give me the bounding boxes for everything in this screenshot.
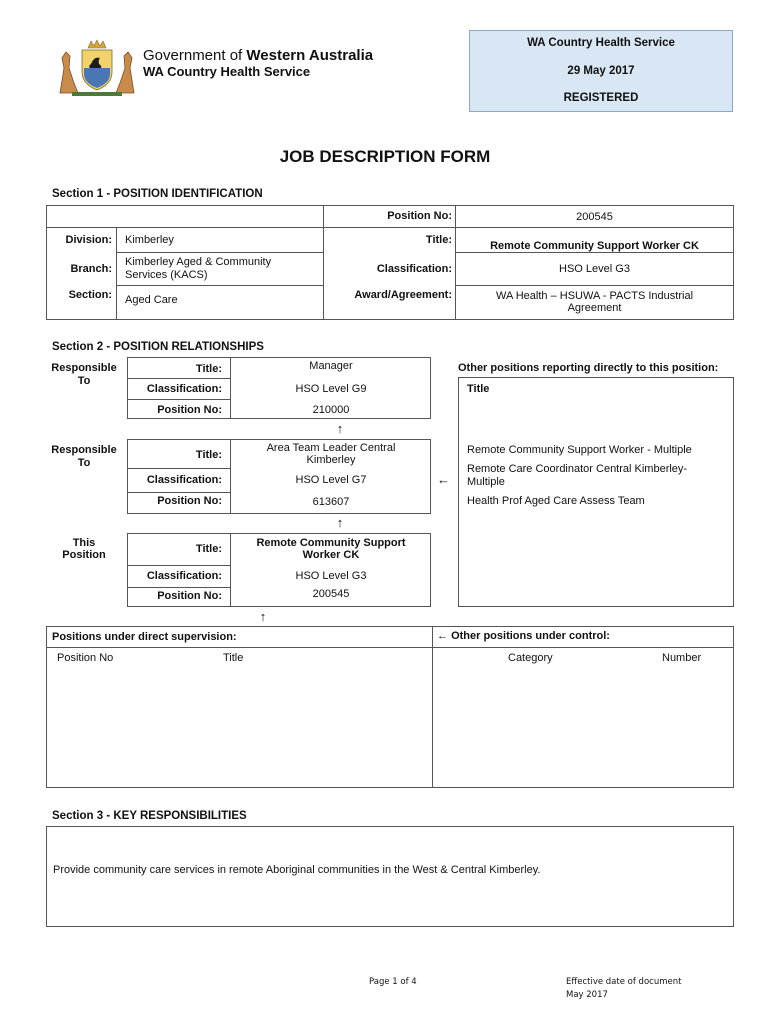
division-value: Kimberley bbox=[125, 234, 174, 246]
section-label: Section: bbox=[68, 289, 112, 301]
this-classification-value: HSO Level G3 bbox=[295, 570, 367, 582]
row-divider bbox=[127, 468, 231, 469]
supervision-col-title: Title bbox=[223, 652, 244, 664]
classification-label: Classification: bbox=[376, 263, 452, 275]
this-title-label: Title: bbox=[195, 543, 222, 555]
row-divider bbox=[127, 399, 231, 400]
this-position-no-label: Position No: bbox=[157, 590, 222, 602]
award-value-line2: Agreement bbox=[567, 302, 622, 314]
government-name: Government of Western Australia bbox=[143, 47, 374, 64]
row-divider bbox=[127, 378, 231, 379]
col-divider bbox=[116, 227, 117, 320]
page-number: Page 1 of 4 bbox=[369, 977, 417, 987]
list-item: Multiple bbox=[467, 476, 505, 488]
resp2-title-value-line2: Kimberley bbox=[306, 454, 356, 466]
form-title: JOB DESCRIPTION FORM bbox=[279, 147, 491, 166]
stamp-date: 29 May 2017 bbox=[567, 65, 635, 77]
this-position-label-1: This bbox=[72, 537, 96, 549]
this-title-value-line2: Worker CK bbox=[302, 549, 360, 561]
row-divider bbox=[116, 285, 323, 286]
row-divider bbox=[127, 565, 231, 566]
effective-date-label: Effective date of document bbox=[566, 977, 682, 987]
resp1-position-no-label: Position No: bbox=[157, 404, 222, 416]
section-value: Aged Care bbox=[125, 294, 178, 306]
row-divider bbox=[455, 252, 734, 253]
resp2-classification-value: HSO Level G7 bbox=[295, 474, 367, 486]
row-divider bbox=[127, 587, 231, 588]
resp2-position-no-label: Position No: bbox=[157, 495, 222, 507]
row-divider bbox=[46, 227, 734, 228]
title-label: Title: bbox=[425, 234, 452, 246]
control-col-category: Category bbox=[508, 652, 553, 664]
other-positions-heading: Other positions reporting directly to this position: bbox=[458, 362, 719, 374]
classification-value: HSO Level G3 bbox=[559, 263, 630, 275]
branch-value-line1: Kimberley Aged & Community bbox=[125, 256, 272, 268]
this-title-value-line1: Remote Community Support bbox=[256, 537, 406, 549]
control-col-number: Number bbox=[662, 652, 702, 664]
resp2-title-value-line1: Area Team Leader Central bbox=[266, 442, 396, 454]
key-responsibilities-box bbox=[46, 826, 734, 927]
list-item: Health Prof Aged Care Assess Team bbox=[467, 495, 645, 507]
section1-heading: Section 1 - POSITION IDENTIFICATION bbox=[52, 188, 263, 200]
effective-date-value: May 2017 bbox=[566, 990, 608, 1000]
arrow-up-icon: ↑ bbox=[336, 515, 344, 530]
control-heading-text: Other positions under control: bbox=[451, 630, 610, 642]
registration-stamp bbox=[469, 30, 733, 112]
this-classification-label: Classification: bbox=[146, 570, 222, 582]
section2-heading: Section 2 - POSITION RELATIONSHIPS bbox=[52, 341, 264, 353]
branch-label: Branch: bbox=[70, 263, 112, 275]
responsible-to-label-2: To bbox=[77, 375, 91, 387]
position-no-value: 200545 bbox=[576, 211, 613, 223]
resp1-title-label: Title: bbox=[195, 363, 222, 375]
control-heading bbox=[437, 630, 610, 642]
resp2-title-label: Title: bbox=[195, 449, 222, 461]
resp1-title-value: Manager bbox=[309, 360, 353, 372]
row-divider bbox=[455, 285, 734, 286]
section3-heading: Section 3 - KEY RESPONSIBILITIES bbox=[52, 810, 247, 822]
this-position-no-value: 200545 bbox=[312, 588, 350, 600]
stamp-status: REGISTERED bbox=[563, 92, 639, 104]
arrow-up-icon: ↑ bbox=[259, 609, 267, 624]
responsible-to-label-1: Responsible bbox=[51, 362, 117, 374]
title-value: Remote Community Support Worker CK bbox=[490, 240, 699, 252]
responsible-to-label-1: Responsible bbox=[51, 444, 117, 456]
other-positions-title-header: Title bbox=[467, 383, 490, 395]
row-divider bbox=[46, 647, 734, 648]
row-divider bbox=[127, 492, 231, 493]
arrow-left-icon: ← bbox=[437, 472, 450, 487]
branch-value-line2: Services (KACS) bbox=[125, 269, 208, 281]
col-divider bbox=[432, 626, 433, 788]
supervision-col-position-no: Position No bbox=[57, 652, 114, 664]
award-label: Award/Agreement: bbox=[354, 289, 452, 301]
other-positions-box bbox=[458, 377, 734, 607]
col-divider bbox=[323, 205, 324, 320]
arrow-up-icon: ↑ bbox=[336, 421, 344, 436]
resp2-position-no-value: 613607 bbox=[312, 496, 350, 508]
resp1-classification-value: HSO Level G9 bbox=[295, 383, 367, 395]
list-item: Remote Care Coordinator Central Kimberley- bbox=[467, 463, 688, 475]
service-name: WA Country Health Service bbox=[143, 64, 311, 79]
position-no-label: Position No: bbox=[387, 210, 452, 222]
row-divider bbox=[116, 252, 323, 253]
resp1-position-no-value: 210000 bbox=[312, 404, 350, 416]
stamp-organisation: WA Country Health Service bbox=[527, 37, 675, 49]
wa-government-crest bbox=[54, 38, 140, 98]
arrow-left-icon: ← bbox=[437, 630, 448, 642]
resp2-classification-label: Classification: bbox=[146, 474, 222, 486]
this-position-label-2: Position bbox=[62, 549, 106, 561]
resp1-classification-label: Classification: bbox=[146, 383, 222, 395]
award-value-line1: WA Health – HSUWA - PACTS Industrial bbox=[495, 290, 694, 302]
list-item: Remote Community Support Worker - Multiple bbox=[467, 444, 692, 456]
division-label: Division: bbox=[65, 234, 112, 246]
responsible-to-label-2: To bbox=[77, 457, 91, 469]
key-responsibilities-text: Provide community care services in remote Aboriginal communities in the West & Central Kimberley. bbox=[53, 864, 541, 876]
supervision-control-table bbox=[46, 626, 734, 788]
supervision-heading: Positions under direct supervision: bbox=[52, 631, 237, 643]
